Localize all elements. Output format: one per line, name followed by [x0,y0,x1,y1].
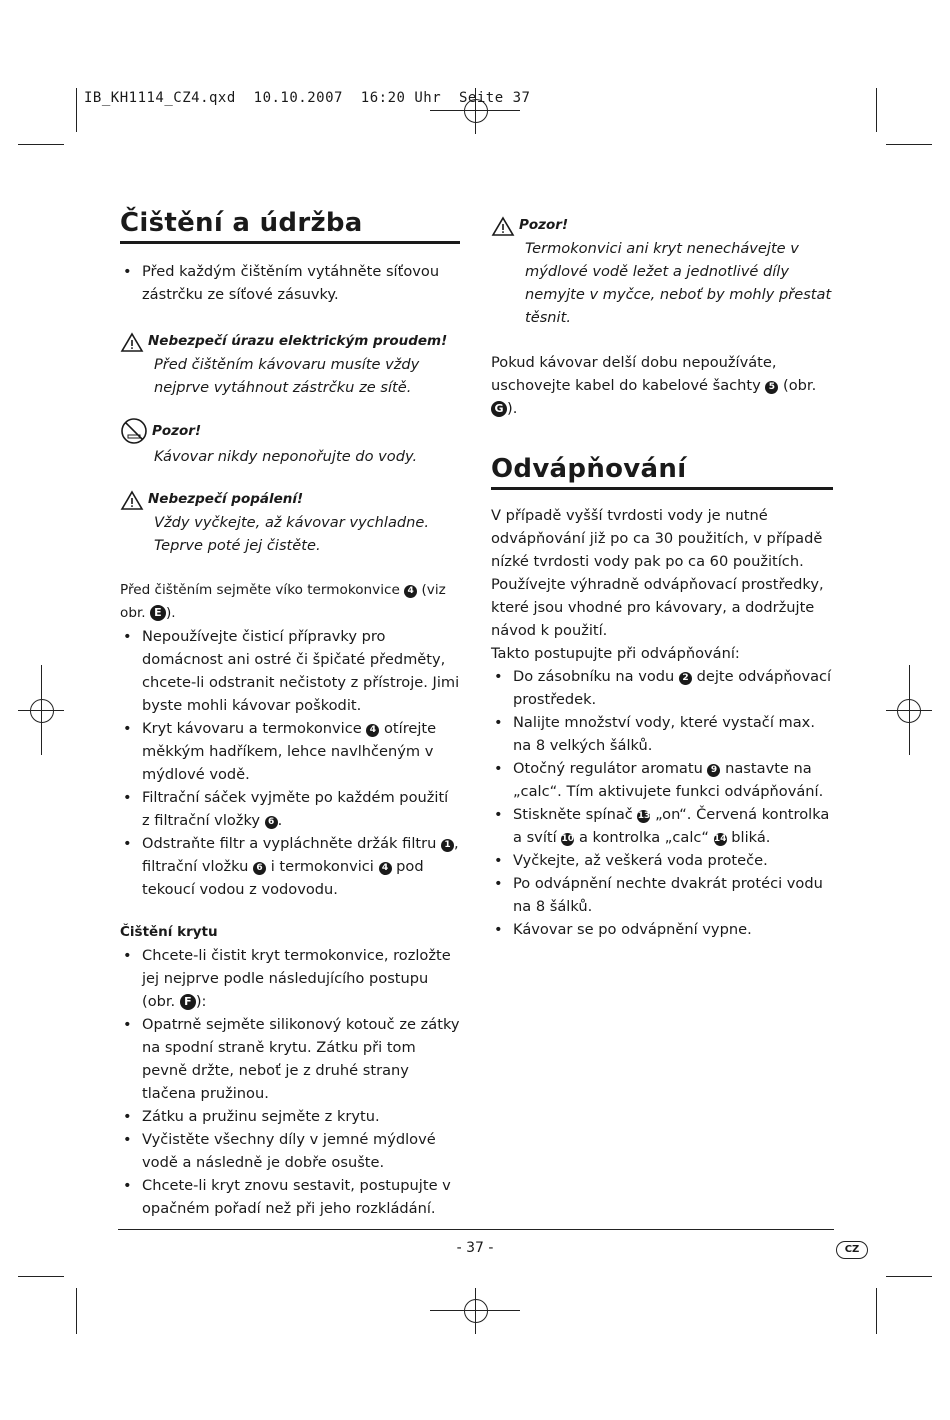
warning-text: Vždy vyčkejte, až kávovar vychladne. [154,514,430,531]
ref-number: 4 [366,724,379,737]
ref-number: 4 [379,862,392,875]
descaling-steps-list [491,665,833,941]
list-item: • Po odvápnění nechte dvakrát protéci vodu na 8 šálků. [491,872,833,918]
list-item: • Otočný regulátor aromatu 9 nastavte na „calc“. Tím aktivujete funkci odvápňování. [491,757,833,803]
subheading-lid-cleaning: Čištění krytu [120,924,218,940]
warning-triangle-icon [120,490,144,510]
warning-title: Nebezpečí úrazu elektrickým proudem! [148,333,448,349]
cleaning-steps-list [120,625,460,901]
ref-number: 4 [404,585,417,598]
ref-number: 5 [765,381,778,394]
language-badge: CZ [836,1241,868,1259]
list-item: • Vyčistěte všechny díly v jemné mýdlové vodě a následně je dobře osušte. [120,1128,460,1174]
ref-letter: F [180,994,196,1010]
warning-burn [120,488,460,557]
ref-letter: G [491,401,507,417]
paragraph: Takto postupujte při odvápňování: [491,645,740,662]
list-item: • Opatrně sejměte silikonový kotouč ze zátky na spodní straně krytu. Zátku při tom pevně držte, neboť je z druhé strany tlačena pružinou. [120,1013,460,1105]
warning-electric [120,330,460,399]
list-item: • Zátku a pružinu sejměte z krytu. [120,1105,460,1128]
warning-title: Pozor! [152,422,202,439]
ref-number: 2 [679,672,692,685]
list-item: • Vyčkejte, až veškerá voda proteče. [491,849,833,872]
warning-text: Kávovar nikdy neponořujte do vody. [154,448,418,465]
title-rule [491,487,833,490]
paragraph: Pokud kávovar delší dobu nepoužíváte, uschovejte kabel do kabelové šachty 5 (obr. G ). [491,354,817,417]
warning-title: Nebezpečí popálení! [148,491,304,507]
list-item: • Před každým čištěním vytáhněte síťovou zástrčku ze síťové zásuvky. [120,260,460,306]
ref-number: 9 [707,764,720,777]
list-item: • Odstraňte filtr a vypláchněte držák filtru 1 , filtrační vložku 6 i termokonvici 4 pod tekoucí vodou z vodovodu. [120,832,460,901]
list-item: • Stiskněte spínač 13 „on“. Červená kontrolka a svítí 10 a kontrolka „calc“ 14 bliká. [491,803,833,849]
ref-number: 6 [253,862,266,875]
list-item: • Filtrační sáček vyjměte po každém použití z filtrační vložky 6 . [120,786,460,832]
ref-number: 6 [265,816,278,829]
list-item: • Nepoužívejte čisticí přípravky pro domácnost ani ostré či špičaté předměty, chcete-li odstranit nečistoty z přístroje. Jimi byste mohli kávovar poškodit. [120,625,460,717]
warning-text: Před čištěním kávovaru musíte vždy nejprve vytáhnout zástrčku ze sítě. [154,356,420,396]
warning-text: Termokonvici ani kryt nenechávejte v mýdlové vodě ležet a jednotlivé díly nemyjte v myčce, neboť by mohly přestat těsnit. [525,240,832,326]
warning-triangle-icon [491,216,515,236]
print-slug: IB_KH1114_CZ4.qxd 10.10.2007 16:20 Uhr Seite 37 [84,90,531,106]
intro-list [120,260,460,306]
right-column [491,214,833,941]
warning-triangle-icon [120,332,144,352]
title-rule [120,241,460,244]
ref-number: 1 [441,839,454,852]
no-immersion-icon [120,417,148,445]
list-item: • Nalijte množství vody, které vystačí max. na 8 velkých šálků. [491,711,833,757]
list-item: • Kryt kávovaru a termokonvice 4 otírejte měkkým hadříkem, lehce navlhčeným v mýdlové vodě. [120,717,460,786]
paragraph: Používejte výhradně odvápňovací prostředky, které jsou vhodné pro kávovary, a dodržujte návod k použití. [491,576,824,639]
warning-title: Pozor! [519,217,569,233]
list-item: • Chcete-li kryt znovu sestavit, postupujte v opačném pořadí než při jeho rozkládání. [120,1174,460,1220]
ref-number: 10 [561,834,575,844]
page-number: - 37 - [456,1240,494,1256]
footer-rule [118,1229,834,1230]
ref-number: 14 [713,834,727,844]
list-item: • Do zásobníku na vodu 2 dejte odvápňovací prostředek. [491,665,833,711]
warning-immersion [120,417,460,468]
list-item: • Kávovar se po odvápnění vypne. [491,918,833,941]
lid-steps-list [120,944,460,1220]
ref-number: 13 [637,811,651,821]
warning-text: Teprve poté jej čistěte. [154,537,321,554]
paragraph: Před čištěním sejměte víko termokonvice 4 (viz obr. E ). [120,582,446,621]
left-column [120,208,460,1220]
warning-dishwasher [491,214,833,329]
list-item: • Chcete-li čistit kryt termokonvice, rozložte jej nejprve podle následujícího postupu (obr. F ): [120,944,460,1013]
section-title-descaling: Odvápňování [491,454,687,484]
ref-letter: E [150,605,166,621]
paragraph: V případě vyšší tvrdosti vody je nutné odvápňování již po ca 30 použitích, v případě nízké tvrdosti vody pak po ca 60 použitích. [491,507,823,570]
section-title-cleaning: Čištění a údržba [120,208,363,238]
